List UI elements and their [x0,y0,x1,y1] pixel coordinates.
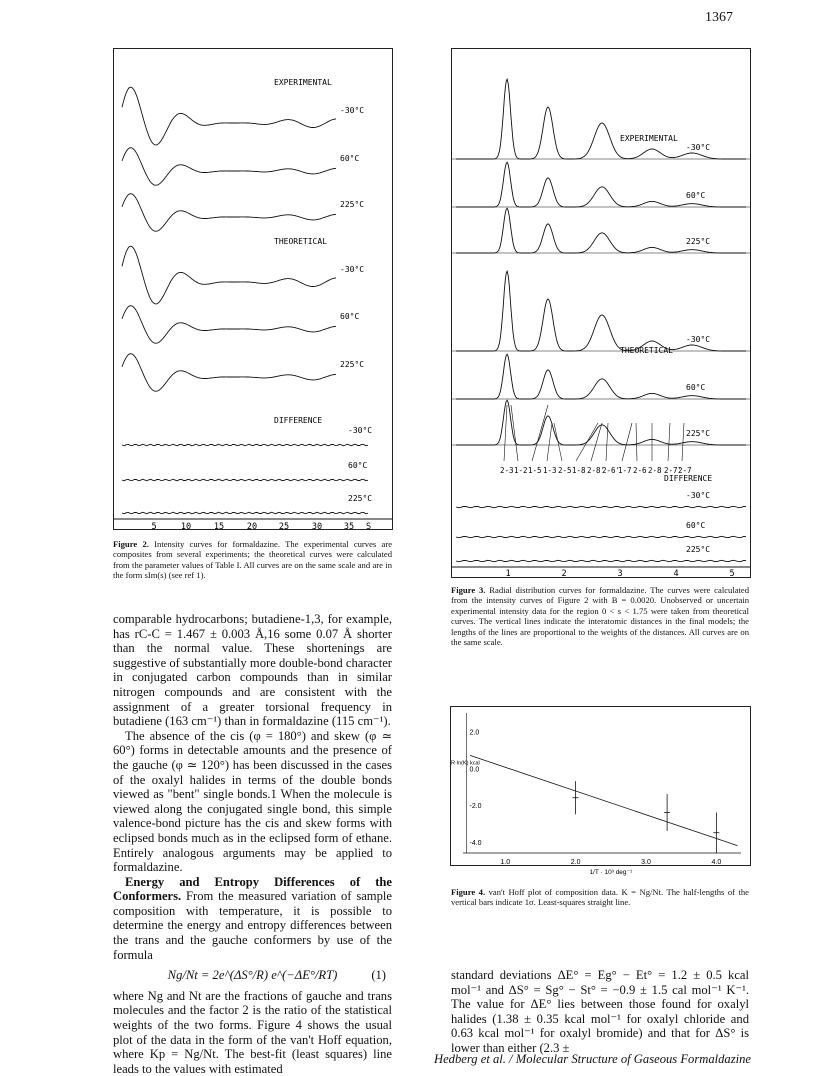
figure-2-curve [122,306,336,344]
paragraph-3: Energy and Entropy Differences of the Conformers. From the measured variation of sample composition with temperature, it is possible to determine the energy and entropy differences between the trans and the gauche conformers by use of the formula [113,874,392,962]
figure-3-distance-label: 2-8' [587,466,606,475]
left-text-column [113,612,392,1076]
equation-1: Ng/Nt = 2e^(ΔS°/R) e^(−ΔE°/RT) (1) [167,968,386,983]
figure-4-fit-line [470,755,737,845]
figure-2-group-label: THEORETICAL [274,237,327,246]
figure-4-vant-hoff-plot [450,706,751,876]
figure-3-distance-label: 2-6 [633,466,647,475]
figure-3-curve [456,354,746,399]
figure-2-temperature-label: -30°C [348,426,373,435]
figure-4-y-tick-label: -4.0 [469,839,482,847]
figure-2-plot [114,49,392,529]
figure-3-distance-line [532,405,548,461]
figure-3-curve [456,208,746,253]
figure-4-y-tick-label: 2.0 [469,729,480,737]
figure-3-temperature-label: 225°C [686,237,711,246]
figure-3-distance-label: 1-2 [514,466,528,475]
figure-3-curve [456,400,746,445]
paragraph-5: standard deviations ΔE° = Eg° − Et° = 1.2 ± 0.5 kcal mol⁻¹ and ΔS° = Sg° − St° = −0.9 ± 1.5 cal mol⁻¹ K⁻¹. The value for ΔE° lies between those found for oxalyl halides (1.38 ± 0.35 kcal mol⁻¹ for oxalyl chloride and 0.63 kcal mol⁻¹ for oxalyl bromide) and that for ΔS° is lower than either (2.3 ± [451,968,749,1055]
figure-4-x-tick-label: 4.0 [711,859,722,866]
figure-3-temperature-label: 225°C [686,545,711,554]
figure-3-temperature-label: -30°C [686,143,711,152]
figure-3-distance-line [636,423,637,461]
figure-4-plot [451,707,750,879]
figure-2-temperature-label: 60°C [340,312,360,321]
figure-2-tick-label: 25 [278,522,290,529]
figure-3-tick-label: 5 [729,569,735,577]
figure-3-plot [452,49,750,577]
figure-2-tick-label: 15 [213,522,225,529]
running-footer: Hedberg et al. / Molecular Structure of Gaseous Formaldazine [433,1052,751,1066]
figure-2-caption: Figure 2. Intensity curves for formaldazine. The experimental curves are composites from several experiments; the theoretical curves were calculated from the parameter values of Table I. All curves are on the same scale and are in the form sIm(s) (see ref 1). [113,539,393,581]
figure-3-temperature-label: 225°C [686,429,711,438]
figure-2-tick-label: 20 [246,522,258,529]
right-text-column [451,968,749,1056]
page-number: 1367 [705,10,733,25]
figure-3-distance-line [511,405,518,461]
figure-3-distance-label: 2-5 [558,466,572,475]
paragraph-4: where Ng and Nt are the fractions of gauche and trans molecules and the factor 2 is the ratio of the statistical weights of the two forms. Figure 4 shows the usual plot of the data in the form of the van't Hoff equation, where Kp = Ng/Nt. The best-fit (least squares) line leads to the values with estimated [113,988,392,1076]
figure-4-x-tick-label: 1.0 [500,859,511,866]
figure-3-distance-label: 1-8 [572,466,586,475]
figure-4-x-axis-label: 1/T · 10³ deg⁻¹ [589,869,633,876]
figure-4-x-tick-label: 3.0 [641,859,651,866]
figure-3-temperature-label: 60°C [686,383,706,392]
figure-4-y-axis-label: R·ln(K) kcal [451,760,480,767]
figure-3-group-label: DIFFERENCE [664,474,713,483]
figure-3-caption: Figure 3. Radial distribution curves for formaldazine. The curves were calculated from the intensity curves of Figure 2 with B = 0.0020. Unobserved or uncertain experimental intensity data for the region 0 < s < 1.75 were taken from theoretical curves. The vertical lines indicate the interatomic distances in the final models; the lengths of the lines are proportional to the weights of the distances. All curves are on the same scale. [451,585,750,648]
figure-2-temperature-label: -30°C [340,265,365,274]
figure-2-curve [122,148,336,186]
figure-3-distance-label: 1-3 [543,466,557,475]
figure-2-difference-curve [122,479,368,481]
figure-3-tick-label: 1 [505,569,511,577]
figure-2-axis-label: S [366,522,372,529]
figure-2-group-label: EXPERIMENTAL [274,78,332,87]
figure-2-curve [122,194,336,232]
figure-2-temperature-label: 60°C [340,154,360,163]
figure-3-group-label: THEORETICAL [620,346,673,355]
figure-2-tick-label: 30 [311,522,323,529]
figure-4-caption: Figure 4. van't Hoff plot of composition data. K = Ng/Nt. The half-lengths of the vertical bars indicate 1σ. Least-squares straight line. [451,887,749,908]
figure-3-distance-line [682,423,684,461]
paragraph-2: The absence of the cis (φ = 180°) and skew (φ ≃ 60°) forms in detectable amounts and the presence of the gauche (φ ≃ 120°) has been discussed in the cases of the oxalyl halides in terms of the double bonds viewed as "bent" single bonds.1 When the molecule is viewed along the conjugated single bond, this simple valence-bond picture has the cis and skew forms with eclipsed bonds much as in the eclipsed form of ethane. Entirely analogous arguments may be applied to formaldazine. [113,728,392,875]
figure-3-distance-line [554,423,562,461]
figure-2-tick-label: 10 [180,522,192,529]
figure-3-distance-label: 2-7 [678,466,692,475]
figure-2-curve [122,87,336,145]
figure-2-temperature-label: 225°C [340,360,365,369]
paragraph-1: comparable hydrocarbons; butadiene-1,3, for example, has rC-C = 1.467 ± 0.003 Å,16 some 0.07 Å shorter than the normal value. These shortenings are suggestive of substantially more double-bond character in conjugated carbon compounds than in similar nitrogen compounds and are consistent with the assignment of a greater torsional frequency in butadiene (163 cm⁻¹) than in formaldazine (115 cm⁻¹). [113,612,392,729]
figure-3-distance-line [547,423,552,461]
figure-3-tick-label: 4 [673,569,679,577]
figure-2-tick-label: 35 [343,522,355,529]
figure-3-distance-label: 1-5 [528,466,542,475]
figure-3-temperature-label: 60°C [686,521,706,530]
figure-2-temperature-label: 60°C [348,461,368,470]
figure-3-distance-label: 2-8 [648,466,662,475]
figure-3-tick-label: 2 [561,569,567,577]
figure-2-difference-curve [122,512,368,514]
figure-3-difference-curve [456,536,746,537]
figure-3-group-label: EXPERIMENTAL [620,134,678,143]
figure-4-y-tick-label: 0.0 [469,766,480,774]
figure-2-group-label: DIFFERENCE [274,416,323,425]
figure-2-tick-label: 5 [151,522,157,529]
section-heading: Energy and Entropy Differences of the Conformers. [113,874,392,904]
figure-3-distance-label: 2-7' [664,466,683,475]
figure-3-distance-label: 2-6' [602,466,621,475]
equation-number: (1) [371,968,386,983]
figure-3-temperature-label: -30°C [686,491,711,500]
figure-3-distance-line [668,423,670,461]
figure-2-intensity-curves [113,48,393,530]
figure-2-temperature-label: 225°C [348,494,373,503]
figure-3-distance-label: 1-7 [618,466,632,475]
figure-2-curve [122,354,336,392]
figure-3-difference-curve [456,560,746,561]
figure-3-temperature-label: -30°C [686,335,711,344]
figure-2-temperature-label: -30°C [340,106,365,115]
figure-3-tick-label: 3 [617,569,623,577]
figure-2-curve [122,246,336,304]
figure-3-distance-line [622,423,632,461]
figure-3-temperature-label: 60°C [686,191,706,200]
figure-3-distance-line [576,423,598,461]
figure-4-x-tick-label: 2.0 [570,859,581,866]
figure-4-y-tick-label: -2.0 [469,803,482,811]
figure-2-temperature-label: 225°C [340,200,365,209]
figure-3-distance-label: 2-3 [500,466,514,475]
figure-3-radial-distribution [451,48,751,578]
figure-2-difference-curve [122,444,368,446]
figure-3-difference-curve [456,506,746,507]
figure-3-curve [456,162,746,207]
